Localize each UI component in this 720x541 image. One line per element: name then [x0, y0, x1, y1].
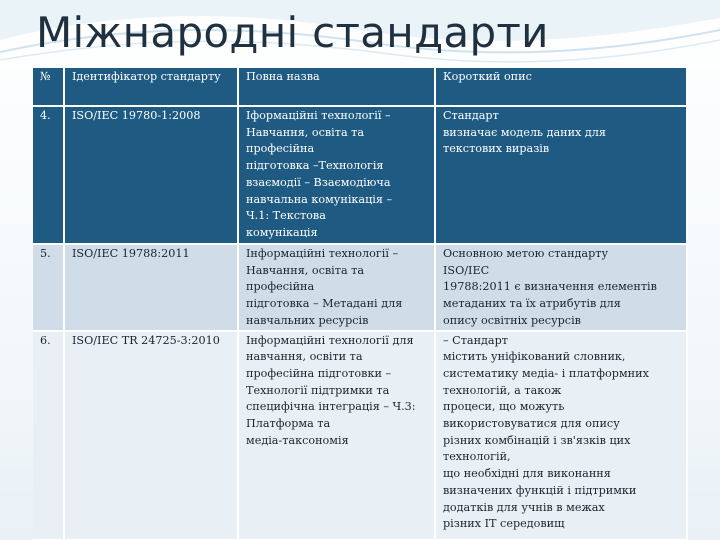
header-full-name: Повна назва — [238, 68, 435, 106]
cell-short-description — [435, 106, 687, 244]
table-header-row — [33, 68, 687, 106]
cell-number: 5. — [33, 244, 64, 331]
header-identifier: Ідентифікатор стандарту — [64, 68, 238, 106]
cell-full-name — [238, 244, 435, 331]
cell-number: 4. — [33, 106, 64, 244]
cell-number: 6. — [33, 331, 64, 540]
full-name-text: Іформаційні технології – Навчання, освіта та професійна підготовка –Технологія взаємодії – Взаємодіюча навчальна комунікація – Ч.1: Текстова комунікація — [246, 109, 393, 239]
short-description-text: – Стандарт містить уніфікований словник, систематику медіа- і платформних технологій, а також процеси, що можуть використовуватися для опису різних комбінацій і зв'язків цих технологій, що необхідні для виконання визначених функцій і підтримки додатків для учнів в межах різних ІТ середовищ — [443, 333, 649, 531]
cell-short-description — [435, 244, 687, 331]
full-name-text: Інформаційні технології для навчання, освіти та професійна підготовки – Технології підтримки та специфічна інтеграція – Ч.3: Платформа та медіа-таксономія — [246, 333, 416, 447]
table-row — [33, 106, 687, 244]
cell-full-name — [238, 331, 435, 540]
full-name-text: Інформаційні технології – Навчання, освіта та професійна підготовка – Метадані для навчальних ресурсів — [246, 247, 403, 327]
header-short-description: Короткий опис — [435, 68, 687, 106]
cell-short-description — [435, 331, 687, 540]
short-description-text: Основною метою стандарту ISO/IEC 19788:2011 є визначення елементів метаданих та їх атрибутів для опису освітніх ресурсів — [443, 247, 657, 327]
header-number: № — [33, 68, 64, 106]
table-row — [33, 331, 687, 540]
short-description-text: Стандарт визначає модель даних для текстових виразів — [443, 109, 606, 156]
cell-full-name — [238, 106, 435, 244]
standards-table — [33, 68, 688, 541]
table-row — [33, 244, 687, 331]
cell-identifier: ISO/IEC 19780-1:2008 — [64, 106, 238, 244]
cell-identifier: ISO/IEC TR 24725-3:2010 — [64, 331, 238, 540]
slide-title: Міжнародні стандарти — [36, 8, 549, 57]
cell-identifier: ISO/IEC 19788:2011 — [64, 244, 238, 331]
